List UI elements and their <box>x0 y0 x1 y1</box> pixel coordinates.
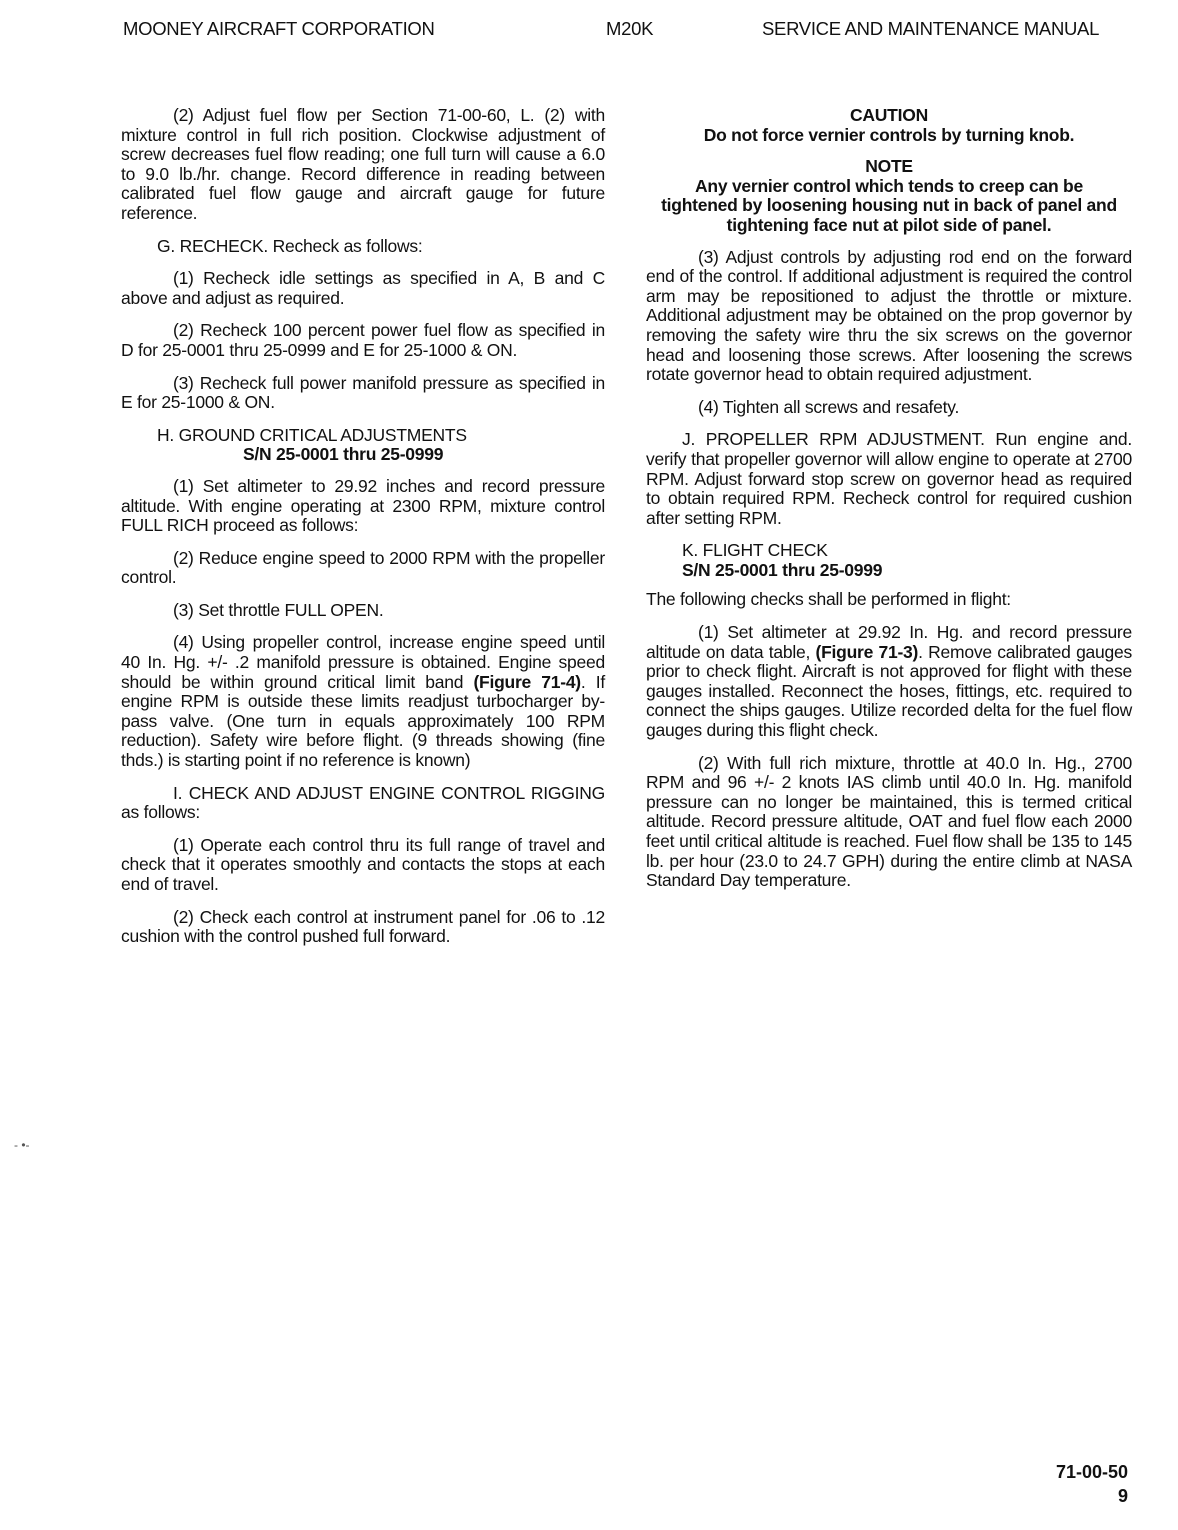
section-k-heading <box>646 541 1132 580</box>
footer-section-number: 71-00-50 <box>1055 1462 1128 1482</box>
section-h-heading <box>121 426 605 465</box>
paragraph-h2: (2) Reduce engine speed to 2000 RPM with the propeller control. <box>121 547 605 588</box>
caution-block <box>646 106 1132 145</box>
header-model: M20K <box>606 18 654 39</box>
paragraph-k1-part1: (1) Set altimeter at 29.92 In. Hg. and record pressure altitude on data table, <box>646 622 1132 662</box>
paragraph-h3: (3) Set throttle FULL OPEN. <box>173 599 384 620</box>
section-h-title: H. GROUND CRITICAL ADJUSTMENTS <box>157 424 467 445</box>
section-k-serial: S/N 25-0001 thru 25-0999 <box>682 559 883 580</box>
right-column <box>646 106 1132 904</box>
paragraph-h1: (1) Set altimeter to 29.92 inches and record pressure altitude. With engine operating at 2300 RPM, mixture control FULL RICH proceed as follows: <box>121 475 605 536</box>
paragraph-g3: (3) Recheck full power manifold pressure as specified in E for 25-1000 & ON. <box>121 372 605 413</box>
figure-71-3-reference: (Figure 71-3) <box>815 641 919 662</box>
paragraph-k2: (2) With full rich mixture, throttle at 40.0 In. Hg., 2700 RPM and 96 +/- 2 knots IAS climb until 40.0 In. Hg. manifold pressure can no longer be maintained, this is termed critical altitude. Record pressure altitude, OAT and fuel flow each 2000 feet until critical altitude is reached. Fuel flow shall be 135 to 145 lb. per hour (23.0 to 24.7 GPH) during the entire climb at NASA Standard Day temperature. <box>646 752 1132 891</box>
section-h-serial: S/N 25-0001 thru 25-0999 <box>243 444 444 465</box>
section-i-heading: I. CHECK AND ADJUST ENGINE CONTROL RIGGING as follows: <box>121 782 605 823</box>
section-k-title: K. FLIGHT CHECK <box>682 540 828 561</box>
paragraph-k1 <box>646 623 1132 741</box>
caution-title: CAUTION <box>850 105 928 125</box>
caution-text: Do not force vernier controls by turning knob. <box>703 124 1075 145</box>
footer-page-number: 9 <box>1117 1486 1128 1506</box>
section-j-paragraph: J. PROPELLER RPM ADJUSTMENT. Run engine and. verify that propeller governor will allow engine to operate at 2700 RPM. Adjust forward stop screw on governor head as required to obtain required RPM. Recheck control for required cushion after setting RPM. <box>646 429 1132 528</box>
paragraph-h4 <box>121 633 605 770</box>
figure-71-4-reference: (Figure 71-4) <box>473 671 581 692</box>
paragraph-f2: (2) Adjust fuel flow per Section 71-00-60, L. (2) with mixture control in full rich position. Clockwise adjustment of screw decreases fuel flow reading; one full turn will cause a 6.0 to 9.0 lb./hr. change. Record difference in reading between calibrated fuel flow gauge and aircraft gauge for future reference. <box>121 105 605 223</box>
header-company: MOONEY AIRCRAFT CORPORATION <box>123 18 435 39</box>
section-g-heading: G. RECHECK. Recheck as follows: <box>157 235 423 256</box>
margin-mark: - •- <box>14 1138 30 1152</box>
note-text: Any vernier control which tends to creep can be tightened by loosening housing nut in back of panel and tightening face nut at pilot side of panel. <box>661 175 1117 235</box>
paragraph-g2: (2) Recheck 100 percent power fuel flow as specified in D for 25-0001 thru 25-0999 and E for 25-1000 & ON. <box>121 320 605 360</box>
paragraph-i2: (2) Check each control at instrument panel for .06 to .12 cushion with the control pushed full forward. <box>121 906 605 947</box>
paragraph-k-intro: The following checks shall be performed in flight: <box>646 589 1011 610</box>
paragraph-i4: (4) Tighten all screws and resafety. <box>698 396 960 417</box>
paragraph-k1-part2: . Remove calibrated gauges prior to check flight. Aircraft is not approved for flight with these gauges installed. Reconnect the hoses, fittings, etc. required to connect the ships gauges. Utilize recorded delta for the fuel flow gauges during this flight check. <box>646 641 1132 741</box>
paragraph-h4-part2: . If engine RPM is outside these limits readjust turbocharger by-pass valve. (One turn in equals approximately 100 RPM reduction). Safety wire before flight. (9 threads showing (fine thds.) is starting point if no reference is known) <box>121 671 605 771</box>
paragraph-i1: (1) Operate each control thru its full range of travel and check that it operates smoothly and contacts the stops at each end of travel. <box>121 834 605 894</box>
paragraph-g1: (1) Recheck idle settings as specified in A, B and C above and adjust as required. <box>121 268 605 308</box>
paragraph-h4-part1: (4) Using propeller control, increase engine speed until 40 In. Hg. +/- .2 manifold pressure is obtained. Engine speed should be within ground critical limit band <box>121 632 605 692</box>
note-title: NOTE <box>865 156 913 177</box>
paragraph-i3: (3) Adjust controls by adjusting rod end on the forward end of the control. If additional adjustment is required the control arm may be repositioned to adjust the throttle or mixture. Additional adjustment may be obtained on the prop governor by removing the safety wire thru the six screws on the governor head and loosening those screws. After loosening the screws rotate governor head to obtain required adjustment. <box>646 246 1132 385</box>
header-manual-title: SERVICE AND MAINTENANCE MANUAL <box>762 18 1100 39</box>
left-column <box>121 106 605 960</box>
note-block <box>646 157 1132 235</box>
